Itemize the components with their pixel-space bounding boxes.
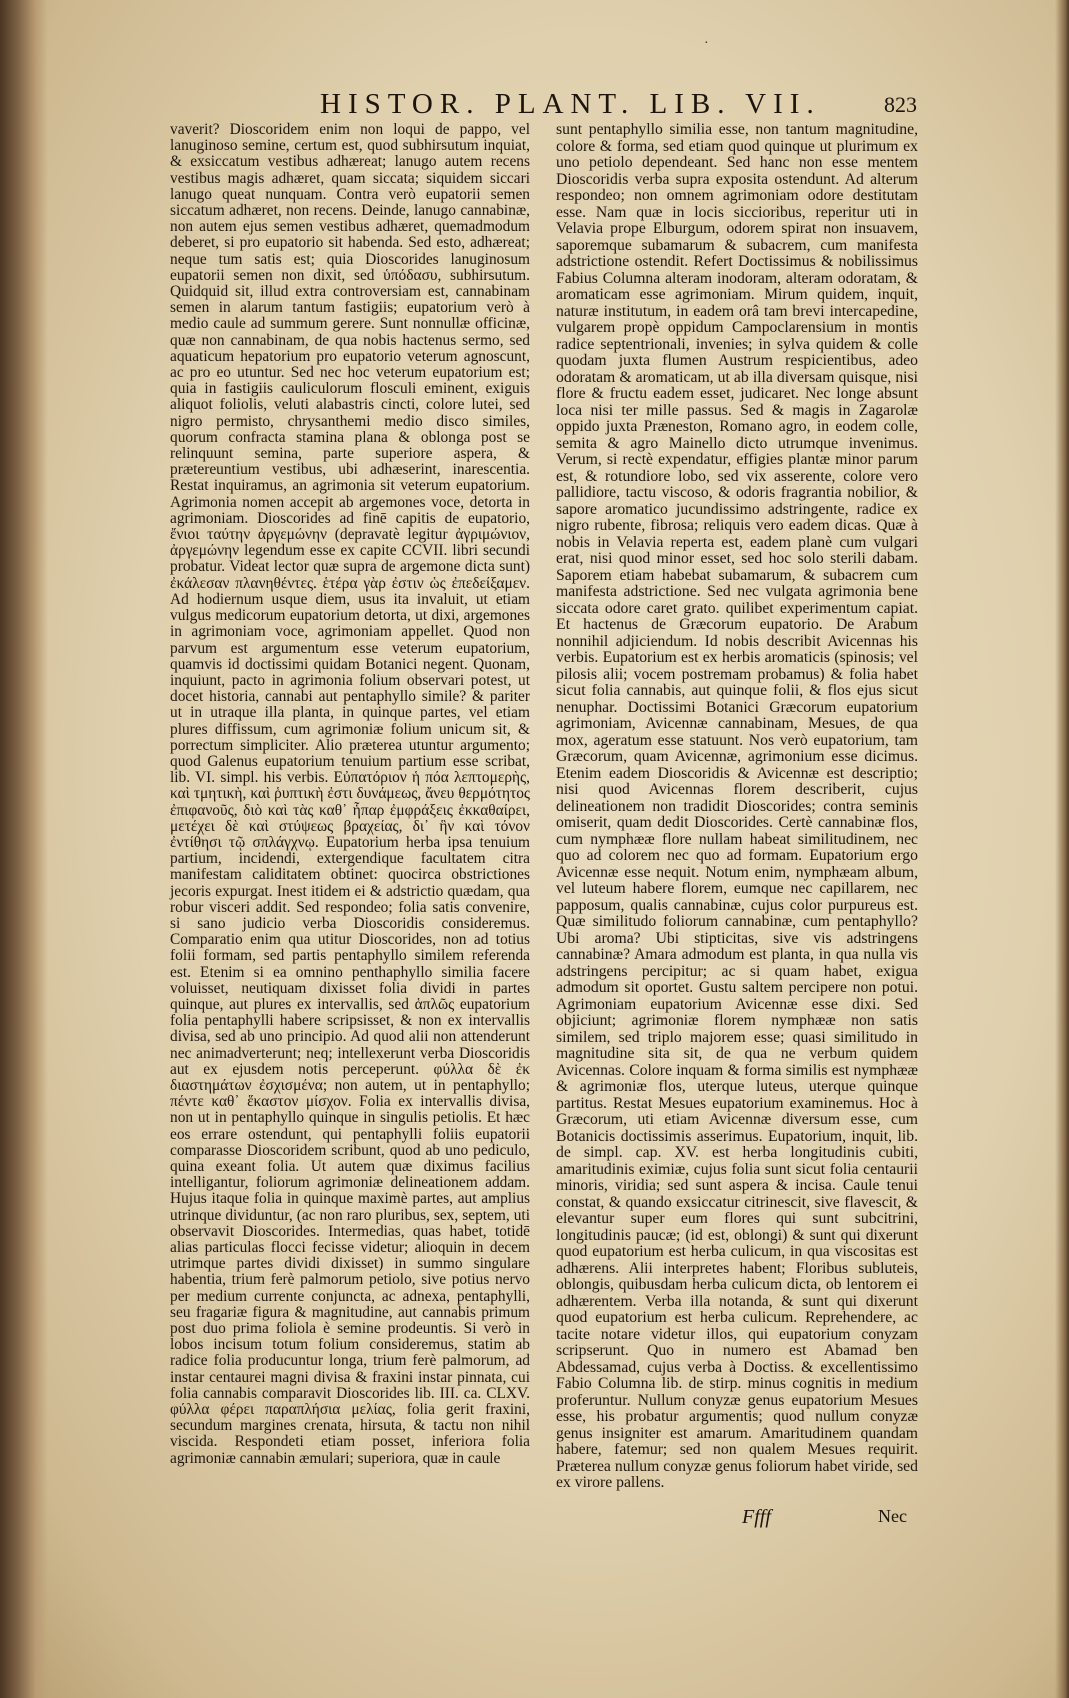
left-column-text: vaverit? Dioscoridem enim non loqui de pappo, vel lanuginoso semine, certum est, quod subhirsutum inquiat, & exsiccatum vestibus adhæreat; lanugo autem recens vestibus magis adhæret, quam siccata; siquidem siccari lanugo queat nunquam. Contra verò eupatorii semen siccatum adhæret, non recens. Deinde, lanugo cannabinæ, non autem ejus semen vestibus adhæret, quemadmodum deberet, si pro eupatorio sit habenda. Sed esto, adhæreat; neque tum satis est; quia Dioscorides lanuginosum eupatorii semen non dixit, sed ὑπόδασυ, subhirsutum. Quidquid sit, illud extra controversiam est, cannabinam semen in alarum tantum fastigiis; eupatorium verò à medio caule ad summum gerere. Sunt nonnullæ officinæ, quæ non cannabinam, de qua nobis hactenus sermo, sed aquaticum hepatorium pro eupatorio veterum agnoscunt, ac pro eo utuntur. Sed nec hoc veterum eupatorium est; quia in fastigiis cauliculorum flosculi eminent, exiguis aliquot foliolis, veluti alabastris cincti, colore lutei, sed nigro permisto, chrysanthemi medio disco similes, quorum confracta stamina plana & oblonga post se relinquunt semina, parte superiore aspera, & prætereuntium vestibus, ubi adhæserint, inarescentia. Restat inquiramus, an agrimonia sit veterum eupatorium. Agrimonia nomen accepit ab argemones voce, detorta in agrimoniam. Dioscorides ad finē capitis de eupatorio, ἔνιοι ταύτην ἀργεμώνην (depravatè legitur ἀγριμώνιον, ἀργεμώνην legendum esse ex capite CCVII. libri secundi probatur. Videat lector quæ supra de argemone dicta sunt) ἐκάλεσαν πλανηθέντες. ἑτέρα γὰρ ἐστιν ὡς ἐπεδείξαμεν. Ad hodiernum usque diem, usus ita invaluit, ut etiam vulgus medicorum eupatorium detorta, ut dixi, argemones in agrimoniam voce, agrimoniam appellet. Quod non parvum est argumentum esse veterum eupatorium, quamvis id doctissimi quidam Botanici negent. Quonam, inquiunt, pacto in agrimonia folium observari potest, ut docet historia, cannabi aut pentaphyllo simile? & pariter ut in utraque illa planta, in quinque partes, vel etiam plures diffissum, cum agrimoniæ folium unicum sit, & porrectum simpliciter. Alio præterea utuntur argumento; quod Galenus eupatorium tenuium partium esse scribat, lib. VI. simpl. his verbis. Εὐπατόριον ἡ πόα λεπτομερὴς, καὶ τμητικὴ, καὶ ῥυπτικὴ ἐστι δυνάμεως, ἄνευ θερμότητος ἐπιφανοῦς, διὸ καὶ τὰς καθ᾽ ἧπαρ ἐμφράξεις ἐκκαθαίρει, μετέχει δὲ καὶ στύψεως βραχείας, δι᾽ ἣν καὶ τόνον ἐντίθησι τῷ σπλάγχνῳ. Eupatorium herba ipsa tenuium partium, incidendi, extergendique facultatem citra manifestam caliditatem obtinet: quocirca obstrictiones jecoris expurgat. Inest itidem ei & adstrictio quædam, qua robur visceri addit. Sed respondeo; folia satis convenire, si sano judicio verba Dioscoridis consideremus. Comparatio enim qua utitur Dioscorides, non ad totius folii formam, sed partis pentaphyllo similem referenda est. Etenim si ea omnino penthaphyllo similia facere voluisset, neutiquam dixisset folia dividi in partes quinque, aut plures ex intervallis, sed ἁπλῶς eupatorium folia pentaphylli habere scripsisset, & non ex intervallis divisa, sed ab uno principio. Ad quod alii non attenderunt nec animadverterunt; neq; intellexerunt verba Dioscoridis aut ex ejusdem notis perceperunt. φύλλα δὲ ἐκ διαστημάτων ἐσχισμένα; non autem, ut in pentaphyllo; πέντε καθ᾽ ἕκαστον μίσχον. Folia ex intervallis divisa, non ut in pentaphyllo quinque in singulis petiolis. Et hæc eos errare ostendunt, qui pentaphylli foliis eupatorii comparasse Dioscoridem scribunt, quod ab uno pediculo, quina exeant folia. Ut autem quæ diximus facilius intelligantur, foliorum agrimoniæ delineationem addam. Hujus itaque folia in quinque maximè partes, aut amplius utrinque dividuntur, (ac non raro pluribus, sex, septem, uti observavit Dioscorides. Intermedias, quas habet, totidē alias particulas flocci fecisse videtur; alioquin in decem utrimque partes dividi dixisset) in summo singulare habentia, trium ferè palmorum petiolo, sive potius nervo per medium currente conjuncta, ac adnexa, pentaphylli, seu fragariæ figura & magnitudine, aut cannabis primum post duo prima foliola è semine prodeuntis. Si verò in lobos incisum totum folium consideremus, statim ab radice folia producuntur longa, trium ferè palmorum, ad instar centaurei magni divisa & fraxini instar pinnata, cui folia cannabis comparavit Dioscorides lib. III. ca. CLXV. φύλλα φέρει παραπλήσια μελίας, folia gerit fraxini, secundum margines crenata, hirsuta, & tactu non nihil viscida. Respondeti etiam posset, inferiora folia agrimoniæ cannabin æmulari; superiora, quæ in caule (170, 121, 530, 1467)
page-edge (1055, 0, 1069, 1698)
top-mark: · (704, 36, 709, 51)
catchword: Nec (878, 1506, 907, 1526)
right-column-text: sunt pentaphyllo similia esse, non tantum magnitudine, colore & forma, sed etiam quod quinque ut plurimum ex uno petiolo dependeant. Sed hanc non esse mentem Dioscoridis verba supra exposita ostendunt. Ad alterum respondeo; non omnem agrimoniam odore destitutam esse. Nam quæ in locis siccioribus, reperitur uti in Velavia prope Elburgum, odorem spirat non insuavem, saporemque subamarum & subacrem, cum manifesta adstrictione ostendit. Refert Doctissimus & nobilissimus Fabius Columna alteram inodoram, alteram odoratam, & aromaticam esse agrimoniam. Mirum quidem, inquit, naturæ institutum, in eadem orâ tam brevi intercapedine, vulgarem propè oppidum Campoclarensium in montis radice septentrionali, invenies; in sylva quidem & colle quodam juxta flumen Austrum respicientibus, adeo odoratam & aromaticam, ut ab illa diversam quisque, nisi flore & fructu eadem esset, judicaret. Nec longe absunt loca nisi ter mille passus. Sed & magis in Zagarolæ oppido juxta Præneston, Romano agro, in eodem colle, semita & agro Mainello dicto utrumque invenimus. Verum, si rectè expendatur, effigies plantæ minor parum est, & rotundiore lobo, sed vix asserente, colore vero pallidiore, tactu viscoso, & odoris fragrantia nobilior, & sapore aromatico jucundissimo adstringente, radice ex nigro rubente, fibrosa; reliquis vero eadem dicas. Quæ à nobis in Velavia reperta est, eadem planè cum vulgari erat, nisi quod minor esset, sed hoc solo sterili dabam. Saporem etiam habebat subamarum, & subacrem cum manifesta adstrictione. Sed nec vulgata agrimonia bene siccata odore caret grato. quilibet experimentum capiat. Et hactenus de Græcorum eupatorio. De Arabum nonnihil adjiciendum. Id nobis describit Avicennas his verbis. Eupatorium est ex herbis aromaticis (spinosis; vel pilosis alii; vocem postremam probamus) & folia habet sicut folia cannabis, aut quinque folii, & flos ejus sicut nenuphar. Doctissimi Botanici Græcorum eupatorium agrimoniam, Avicennæ cannabinam, Mesues, de qua mox, ageratum esse statuunt. Nos verò eupatorium, tam Græcorum, quam Avicennæ, agrimonium esse dicimus. Etenim eadem Dioscoridis & Avicennæ est descriptio; nisi quod Avicennas florem describerit, cujus delineationem non tradidit Dioscorides; contra seminis omiserit, quam dedit Dioscorides. Certè cannabinæ flos, cum nymphææ flore nullam habeat similitudinem, nec quo ad colorem nec quo ad formam. Eupatorium ergo Avicennæ esse nequit. Notum enim, nymphæam album, vel luteum habere florem, eumque nec capillarem, nec papposum, qualis cannabinæ, cujus color purpureus est. Quæ similitudo foliorum cannabinæ, cum pentaphyllo? Ubi aroma? Ubi stipticitas, sive vis adstringens cannabinæ? Amara admodum est planta, in qua nulla vis adstringens percipitur; ac si quam habet, exigua admodum sit oportet. Gustu saltem percipere non potui. Agrimoniam eupatorium Avicennæ esse dixi. Sed objiciunt; agrimoniæ florem nymphææ non satis similem, sed triplo majorem esse; quasi similitudo in magnitudine sita sit, de qua ne verbum quidem Avicennas. Colore inquam & forma similis est nymphææ & agrimoniæ flos, uterque luteus, uterque quinque partitus. Restat Mesues eupatorium examinemus. Hoc à Græcorum, uti etiam Avicennæ diversum esse, cum Botanicis doctissimis asserimus. Eupatorium, inquit, lib. de simpl. cap. XV. est herba longitudinis cubiti, amaritudinis eximiæ, cujus folia sunt sicut folia centaurii minoris, viridia; sed sunt aspera & incisa. Caule tenui constat, & quando exsiccatur citrinescit, sive flavescit, & elevantur super eum flores qui sunt subcitrini, longitudinis paucæ; (id est, oblongi) & sunt qui dixerunt quod eupatorium est herba culicum, in qua viscositas est adhærens. Alii interpretes habent; Floribus subluteis, oblongis, quibusdam herba culicum dicta, ob lentorem ei adhærentem. Verba illa notanda, & sunt qui dixerunt quod eupatorium est herba culicum. Reprehendere, ac tacite notare videtur illos, qui eupatorium conyzam scripserunt. Quo in numero est Abamad ben Abdessamad, cujus verba à Doctiss. & excellentissimo Fabio Columna lib. de stirp. minus cognitis in medium proferuntur. Nullum conyzæ genus eupatorium Mesues esse, his probatur argumentis; quod nullum conyzæ genus insigniter est amarum. Amaritudinem quandam habere, fatemur; sed non qualem Mesues requirit. Præterea nullum conyzæ genus foliorum habet viride, sed ex virore pallens. (556, 121, 918, 1491)
right-column (556, 122, 918, 1492)
running-head: HISTOR. PLANT. LIB. VII. (320, 88, 821, 120)
signature-mark: Ffff (742, 1506, 771, 1528)
folio-number: 823 (884, 92, 917, 117)
binding-gutter (0, 0, 48, 1698)
left-column (170, 122, 530, 1467)
